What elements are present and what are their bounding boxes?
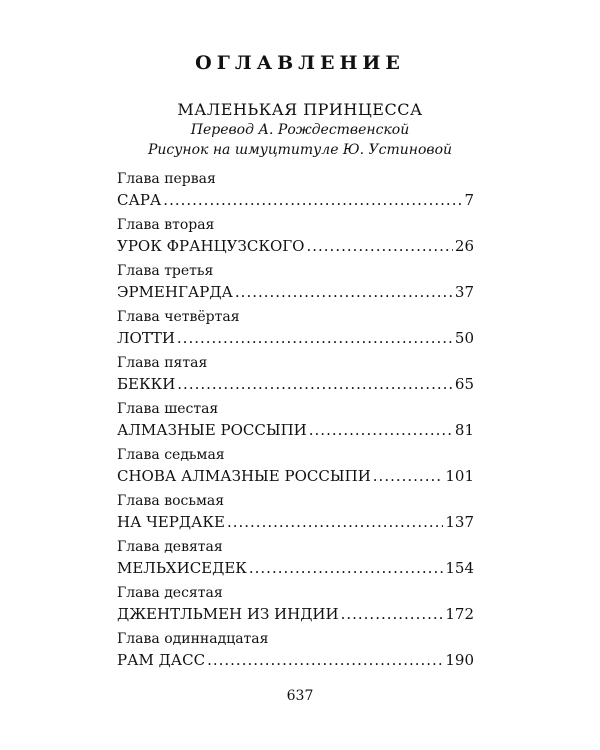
chapter-title: РАМ ДАСС bbox=[117, 651, 206, 669]
chapter-label: Глава одиннадцатая bbox=[117, 631, 269, 647]
page-number: 26 bbox=[454, 237, 474, 255]
chapter-line bbox=[117, 282, 474, 302]
toc-entry-11[interactable] bbox=[117, 630, 474, 676]
page-number: 7 bbox=[464, 191, 474, 209]
chapter-line bbox=[117, 466, 474, 486]
dot-leader bbox=[207, 650, 443, 670]
toc-entry-2[interactable] bbox=[117, 216, 474, 262]
toc-entry-9[interactable] bbox=[117, 538, 474, 584]
chapter-label: Глава пятая bbox=[117, 355, 208, 371]
chapter-label: Глава третья bbox=[117, 263, 214, 279]
chapter-title: НА ЧЕРДАКЕ bbox=[117, 513, 225, 531]
chapter-line bbox=[117, 650, 474, 670]
page-heading: ОГЛАВЛЕНИЕ bbox=[195, 52, 405, 74]
page-number: 190 bbox=[445, 651, 474, 669]
chapter-title: МЕЛЬХИСЕДЕК bbox=[117, 559, 247, 577]
toc-entry-4[interactable] bbox=[117, 308, 474, 354]
chapter-title: УРОК ФРАНЦУЗСКОГО bbox=[117, 237, 305, 255]
chapter-label: Глава девятая bbox=[117, 539, 223, 555]
toc-entry-10[interactable] bbox=[117, 584, 474, 630]
page-number: 154 bbox=[445, 559, 474, 577]
chapter-label: Глава десятая bbox=[117, 585, 223, 601]
chapter-title: ДЖЕНТЛЬМЕН ИЗ ИНДИИ bbox=[117, 605, 339, 623]
toc-entry-8[interactable] bbox=[117, 492, 474, 538]
translator-credit: Перевод А. Рождественской bbox=[190, 122, 410, 138]
chapter-line bbox=[117, 190, 474, 210]
toc-entry-7[interactable] bbox=[117, 446, 474, 492]
illustrator-credit: Рисунок на шмуцтитуле Ю. Устиновой bbox=[147, 142, 453, 158]
chapter-title: ЛОТТИ bbox=[117, 329, 175, 347]
chapter-line bbox=[117, 512, 474, 532]
chapter-label: Глава восьмая bbox=[117, 493, 225, 509]
chapter-line bbox=[117, 604, 474, 624]
dot-leader bbox=[249, 558, 443, 578]
chapter-label: Глава вторая bbox=[117, 217, 215, 233]
page-folio: 637 bbox=[286, 688, 314, 704]
toc-entry-6[interactable] bbox=[117, 400, 474, 446]
dot-leader bbox=[177, 374, 453, 394]
chapter-title: ЭРМЕНГАРДА bbox=[117, 283, 233, 301]
dot-leader bbox=[177, 328, 453, 348]
chapter-title: САРА bbox=[117, 191, 162, 209]
chapter-label: Глава первая bbox=[117, 171, 216, 187]
toc-entry-3[interactable] bbox=[117, 262, 474, 308]
toc-entry-5[interactable] bbox=[117, 354, 474, 400]
chapter-line bbox=[117, 328, 474, 348]
chapter-line bbox=[117, 236, 474, 256]
chapter-label: Глава седьмая bbox=[117, 447, 225, 463]
chapter-line bbox=[117, 558, 474, 578]
chapter-title: БЕККИ bbox=[117, 375, 176, 393]
page-number: 65 bbox=[454, 375, 474, 393]
chapter-line bbox=[117, 420, 474, 440]
page-number: 81 bbox=[454, 421, 474, 439]
chapter-label: Глава четвёртая bbox=[117, 309, 240, 325]
chapter-title: СНОВА АЛМАЗНЫЕ РОССЫПИ bbox=[117, 467, 371, 485]
dot-leader bbox=[341, 604, 444, 624]
table-of-contents bbox=[117, 170, 474, 676]
page-number: 137 bbox=[445, 513, 474, 531]
dot-leader bbox=[309, 420, 453, 440]
dot-leader bbox=[163, 190, 462, 210]
book-title: МАЛЕНЬКАЯ ПРИНЦЕССА bbox=[177, 100, 423, 119]
chapter-title: АЛМАЗНЫЕ РОССЫПИ bbox=[117, 421, 307, 439]
page-number: 101 bbox=[445, 467, 474, 485]
page-number: 50 bbox=[454, 329, 474, 347]
chapter-label: Глава шестая bbox=[117, 401, 219, 417]
dot-leader bbox=[227, 512, 443, 532]
chapter-line bbox=[117, 374, 474, 394]
dot-leader bbox=[235, 282, 453, 302]
dot-leader bbox=[373, 466, 444, 486]
dot-leader bbox=[306, 236, 452, 256]
page-number: 172 bbox=[445, 605, 474, 623]
toc-entry-1[interactable] bbox=[117, 170, 474, 216]
page-number: 37 bbox=[454, 283, 474, 301]
